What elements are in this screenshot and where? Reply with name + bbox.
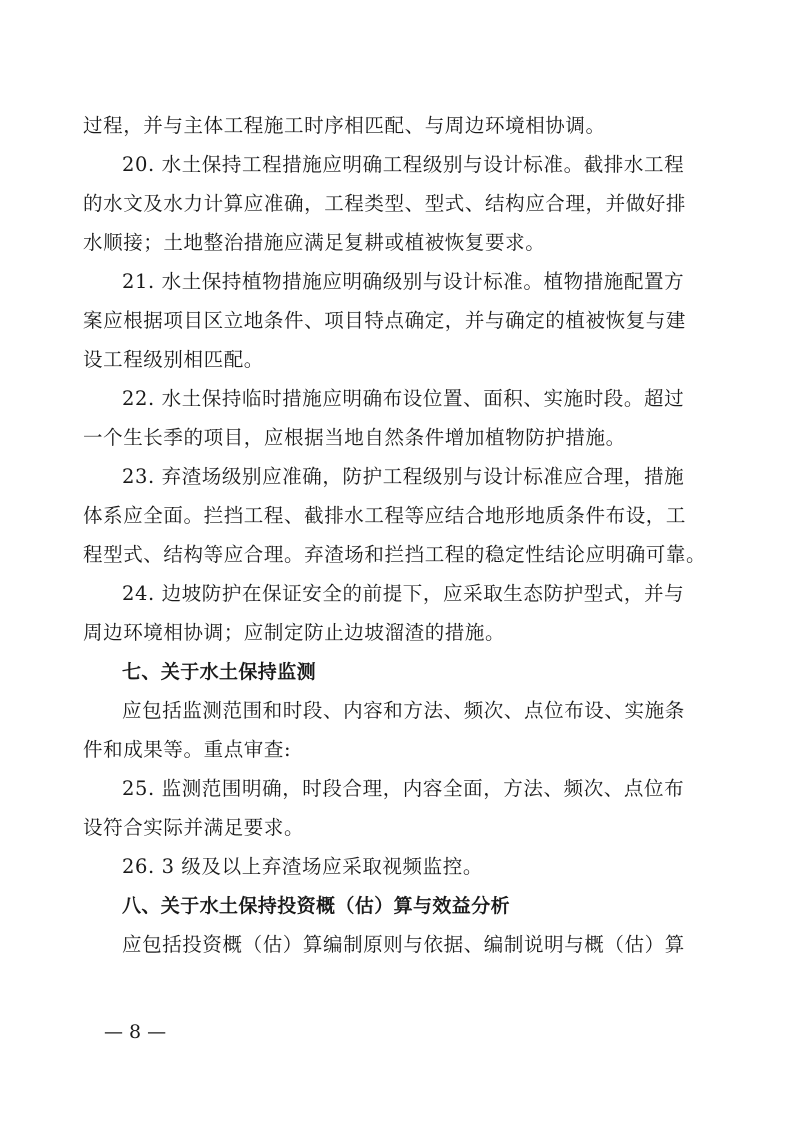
monitoring-intro-line-1: 应包括监测范围和时段、内容和方法、频次、点位布设、实施条 [122,699,685,722]
item-21-line-1: 21. 水土保持植物措施应明确级别与设计标准。植物措施配置方 [122,270,685,293]
investment-intro-line: 应包括投资概（估）算编制原则与依据、编制说明与概（估）算 [122,933,685,956]
paragraph-line: 过程，并与主体工程施工时序相匹配、与周边环境相协调。 [83,114,606,137]
item-24-line-1: 24. 边坡防护在保证安全的前提下，应采取生态防护型式，并与 [122,582,685,605]
page-number: — 8 — [104,1021,167,1043]
item-20-line-2: 的水文及水力计算应准确，工程类型、型式、结构应合理，并做好排 [83,192,687,215]
item-23-line-2: 体系应全面。拦挡工程、截排水工程等应结合地形地质条件布设，工 [83,504,687,527]
item-21-line-3: 设工程级别相匹配。 [83,348,264,371]
item-20-line-3: 水顺接；土地整治措施应满足复耕或植被恢复要求。 [83,231,546,254]
item-22-line-2: 一个生长季的项目，应根据当地自然条件增加植物防护措施。 [83,426,626,449]
item-24-line-2: 周边环境相协调；应制定防止边坡溜渣的措施。 [83,621,506,644]
section-heading-investment: 八、关于水土保持投资概（估）算与效益分析 [122,895,511,917]
item-21-line-2: 案应根据项目区立地条件、项目特点确定，并与确定的植被恢复与建 [83,309,687,332]
item-23-line-1: 23. 弃渣场级别应准确，防护工程级别与设计标准应合理，措施 [122,465,685,488]
item-22-line-1: 22. 水土保持临时措施应明确布设位置、面积、实施时段。超过 [122,387,685,410]
section-heading-monitoring: 七、关于水土保持监测 [122,661,317,683]
item-25-line-2: 设符合实际并满足要求。 [83,816,305,839]
monitoring-intro-line-2: 件和成果等。重点审查: [83,738,292,761]
item-23-line-3: 程型式、结构等应合理。弃渣场和拦挡工程的稳定性结论应明确可靠。 [83,543,707,566]
item-20-line-1: 20. 水土保持工程措施应明确工程级别与设计标准。截排水工程 [122,153,685,176]
item-26-line: 26. 3 级及以上弃渣场应采取视频监控。 [122,855,483,878]
item-25-line-1: 25. 监测范围明确，时段合理，内容全面，方法、频次、点位布 [122,777,685,800]
